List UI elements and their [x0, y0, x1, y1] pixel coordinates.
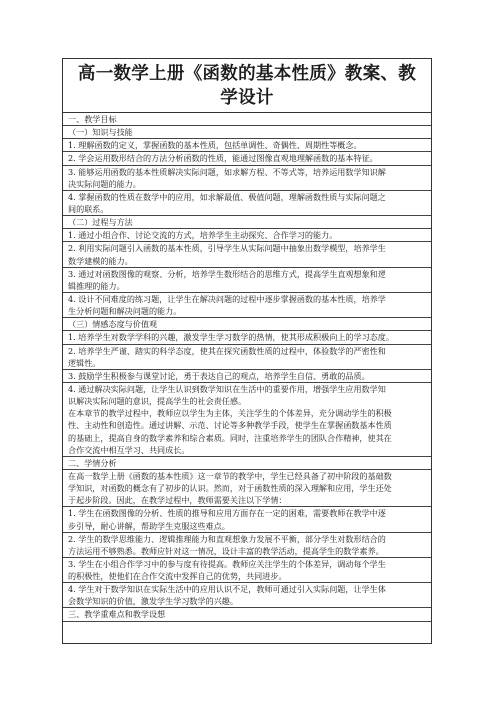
row-text-line: 2. 培养学生严谨、踏实的科学态度，使其在探究函数性质的过程中，体验数学的严密性和 [68, 345, 386, 356]
row-text-line [68, 634, 428, 644]
document-table [62, 58, 432, 644]
row-text-line: （三）情感态度与价值观 [68, 319, 158, 330]
table-row [63, 457, 431, 470]
row-text-line: 性、主动性和创造性。通过讲解、示范、讨论等多种教学手段，使学生在掌握函数基本性质 [68, 420, 392, 431]
row-text-line: 2. 学会运用数形结合的方法分析函数的性质，能通过图像直观地理解函数的基本特征。 [68, 153, 378, 164]
row-text-line: 3. 鼓励学生积极参与课堂讨论，勇于表达自己的观点，培养学生自信、勇敢的品质。 [68, 370, 370, 381]
row-text-line: 二、学情分析 [68, 457, 117, 468]
title-line-1: 高一数学上册《函数的基本性质》教案、教 [77, 64, 417, 84]
row-text-line: 3. 学生在小组合作学习中的参与度有待提高。教师应关注学生的个体差异，调动每个学生 [68, 558, 386, 569]
row-text-line [68, 622, 428, 634]
row-text-line: 4. 学生对于数学知识在实际生活中的应用认识不足，教师可通过引入实际问题，让学生体 [68, 584, 386, 595]
table-row [63, 268, 431, 293]
table-row [63, 558, 431, 583]
table-row [63, 216, 431, 229]
row-text-line: 在高一数学上册《函数的基本性质》这一章节的教学中，学生已经具备了初中阶段的基础数 [68, 470, 392, 481]
table-row [63, 191, 431, 216]
table-row [63, 370, 431, 383]
document-title [63, 59, 431, 113]
table-row [63, 293, 431, 318]
table-row [63, 331, 431, 344]
table-row [63, 583, 431, 608]
row-text-line: 1. 理解函数的定义，掌握函数的基本性质，包括单调性、奇偶性、周期性等概念。 [68, 140, 362, 151]
row-text-line: 间的联系。 [68, 203, 109, 214]
table-row [63, 139, 431, 152]
table-row [63, 383, 431, 457]
row-text-line: 3. 通过对函数图像的观察、分析，培养学生数形结合的思维方式，提高学生直观想象和逻 [68, 268, 386, 279]
row-text-line: 2. 利用实际问题引入函数的基本性质，引导学生从实际问题中抽象出数学模型，培养学生 [68, 243, 386, 254]
row-text-line: 1. 通过小组合作、讨论交流的方式，培养学生主动探究、合作学习的能力。 [68, 230, 338, 241]
document-body [63, 113, 431, 644]
row-text-line: （一）知识与技能 [68, 127, 133, 138]
row-text-line: 合作交流中相互学习、共同成长。 [68, 444, 190, 455]
row-text-line: 识解决实际问题的意识，提高学生的社会责任感。 [68, 396, 247, 407]
table-row [63, 152, 431, 165]
row-text-line: 生分析问题和解决问题的能力。 [68, 306, 182, 317]
table-row [63, 622, 431, 644]
row-text-line: 学知识，对函数的概念有了初步的认识。然而，对于函数性质的深入理解和应用，学生还处 [68, 483, 392, 494]
table-row [63, 113, 431, 126]
table-row [63, 242, 431, 267]
row-text-line: 步引导，耐心讲解，帮助学生克服这些难点。 [68, 520, 230, 531]
row-text-line: 逻辑性。 [68, 357, 101, 368]
row-text-line: 在本章节的教学过程中，教师应以学生为主体，关注学生的个体差异，充分调动学生的积极 [68, 408, 392, 419]
row-text-line: 的积极性，使他们在合作交流中发挥自己的优势，共同进步。 [68, 571, 287, 582]
table-row [63, 318, 431, 331]
row-text-line: 2. 学生的数学思维能力、逻辑推理能力和直观想象力发展不平衡，部分学生对数形结合的 [68, 533, 386, 544]
row-text-line: 于起步阶段。因此，在教学过程中，教师需要关注以下学情： [68, 495, 287, 506]
table-row [63, 533, 431, 558]
row-text-line: 数学建模的能力。 [68, 255, 133, 266]
title-line-2: 学设计 [220, 88, 274, 108]
table-row [63, 345, 431, 370]
row-text-line: 1. 学生在函数图像的分析、性质的推导和应用方面存在一定的困难，需要教师在教学中逐 [68, 508, 386, 519]
table-row [63, 229, 431, 242]
row-text-line: 1. 培养学生对数学学科的兴趣，激发学生学习数学的热情，使其形成积极向上的学习态度。 [68, 332, 394, 343]
row-text-line: 决实际问题的能力。 [68, 178, 141, 189]
row-text-line: 3. 能够运用函数的基本性质解决实际问题，如求解方程、不等式等，培养运用数学知识解 [68, 166, 386, 177]
row-text-line: 一、教学目标 [68, 114, 117, 124]
table-row [63, 470, 431, 507]
row-text-line: 的基础上，提高自身的数学素养和综合素质。同时，注重培养学生的团队合作精神，使其在 [68, 432, 392, 443]
row-text-line: 4. 设计不同难度的练习题，让学生在解决问题的过程中逐步掌握函数的基本性质，培养学 [68, 293, 386, 304]
row-text-line: 4. 通过解决实际问题，让学生认识到数学知识在生活中的重要作用，增强学生应用数学知 [68, 383, 386, 394]
row-text-line: 辑推理的能力。 [68, 280, 125, 291]
row-text-line: 三、教学重难点和教学设想 [68, 609, 166, 620]
table-row [63, 608, 431, 621]
row-text-line: 会数学知识的价值，激发学生学习数学的兴趣。 [68, 596, 238, 607]
table-row [63, 166, 431, 191]
row-text-line: （二）过程与方法 [68, 217, 133, 228]
row-text-line: 4. 掌握函数的性质在数学中的应用，如求解最值、极值问题，理解函数性质与实际问题之 [68, 191, 386, 202]
row-text-line: 方法运用不够熟悉。教师应针对这一情况，设计丰富的教学活动，提高学生的数学素养。 [68, 545, 384, 556]
table-row [63, 507, 431, 532]
table-row [63, 126, 431, 139]
